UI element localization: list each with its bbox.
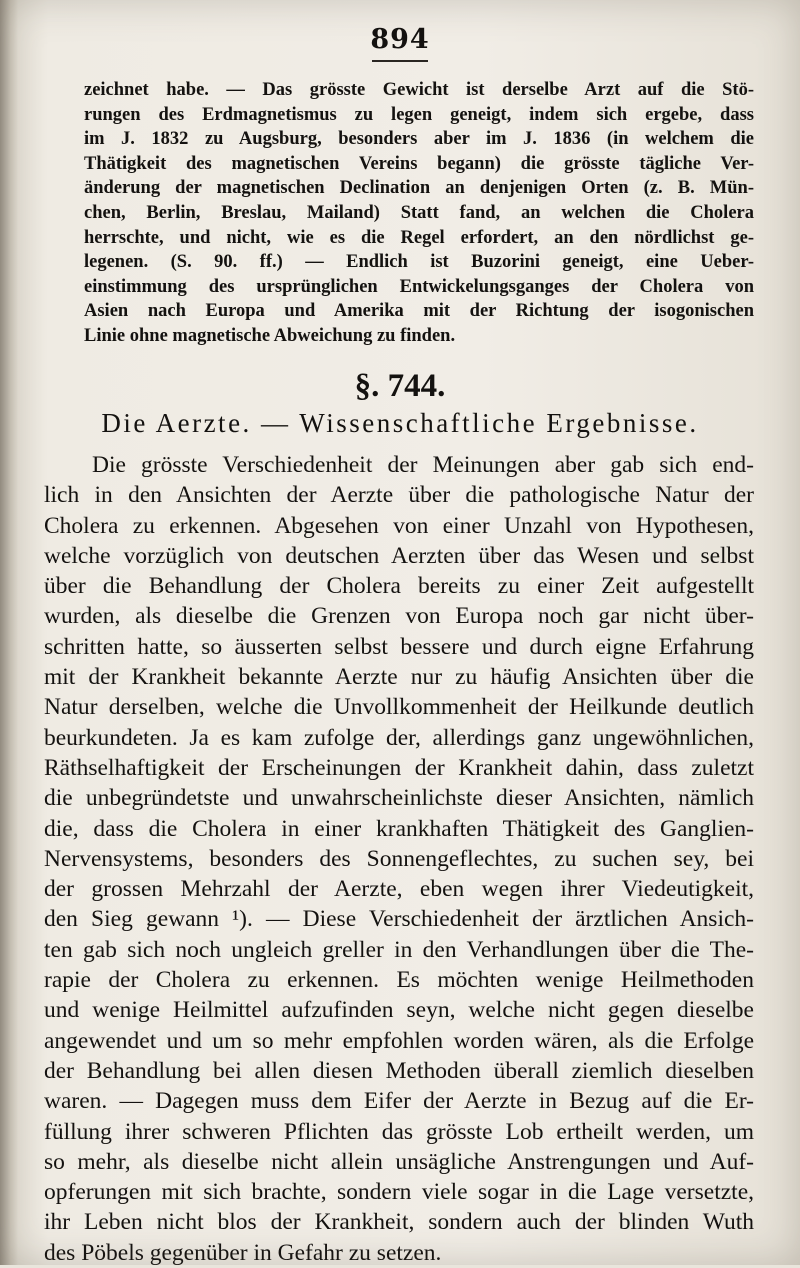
text-line: der grossen Mehrzahl der Aerzte, eben wegen ihrer Viedeutigkeit,: [44, 876, 754, 903]
text-line: legenen. (S. 90. ff.) — Endlich ist Buzorini geneigt, eine Ueber-: [84, 252, 754, 273]
text-line: Nervensystems, besonders des Sonnengeflechtes, zu suchen sey, bei: [44, 845, 754, 872]
text-line: Natur derselben, welche die Unvollkommenheit der Heilkunde deutlich: [44, 694, 754, 721]
text-line: Cholera zu erkennen. Abgesehen von einer Unzahl von Hypothesen,: [44, 512, 754, 539]
text-line: über die Behandlung der Cholera bereits zu einer Zeit aufgestellt: [44, 573, 754, 600]
text-line: Thätigkeit des magnetischen Vereins begann) die grösste tägliche Ver-: [84, 153, 754, 174]
page-number: 894: [370, 24, 430, 55]
text-line: ten gab sich noch ungleich greller in den Verhandlungen über die The-: [44, 936, 754, 963]
text-line: Räthselhaftigkeit der Erscheinungen der Krankheit dahin, dass zuletzt: [44, 754, 754, 781]
text-line: und wenige Heilmittel aufzufinden seyn, welche nicht gegen dieselbe: [44, 997, 754, 1024]
text-line: den Sieg gewann ¹). — Diese Verschiedenheit der ärztlichen Ansich-: [44, 906, 754, 933]
text-line: herrschte, und nicht, wie es die Regel erfordert, an den nördlichst ge-: [84, 227, 754, 248]
text-line: ihr Leben nicht blos der Krankheit, sondern auch der blinden Wuth: [44, 1209, 754, 1236]
text-line: angewendet und um so mehr empfohlen worden wären, als die Erfolge: [44, 1027, 754, 1054]
section-number: §. 744.: [354, 368, 446, 404]
text-line: chen, Berlin, Breslau, Mailand) Statt fand, an welchen die Cholera: [84, 202, 754, 223]
footnote-continuation: [84, 78, 754, 349]
text-line: Linie ohne magnetische Abweichung zu finden.: [84, 325, 456, 346]
text-line: rungen des Erdmagnetismus zu legen geneigt, indem sich ergebe, dass: [84, 104, 754, 125]
text-line: der Behandlung bei allen diesen Methoden überall ziemlich dieselben: [44, 1057, 754, 1084]
text-line: Die grösste Verschiedenheit der Meinungen aber gab sich end-: [92, 452, 754, 478]
text-line: des Pöbels gegenüber in Gefahr zu setzen.: [44, 1239, 442, 1266]
text-line: welche vorzüglich von deutschen Aerzten über das Wesen und selbst: [44, 542, 754, 569]
text-line: opferungen mit sich brachte, sondern viele sogar in die Lage versetzte,: [44, 1179, 754, 1206]
text-line: rapie der Cholera zu erkennen. Es möchten wenige Heilmethoden: [44, 967, 754, 994]
text-line: beurkundeten. Ja es kam zufolge der, allerdings ganz ungewöhnlichen,: [44, 724, 754, 751]
text-line: waren. — Dagegen muss dem Eifer der Aerzte in Bezug auf die Er-: [44, 1088, 754, 1115]
text-line: im J. 1832 zu Augsburg, besonders aber im J. 1836 (in welchem die: [84, 129, 754, 150]
text-line: wurden, als dieselbe die Grenzen von Europa noch gar nicht über-: [44, 603, 754, 630]
text-line: die unbegründetste und unwahrscheinlichste dieser Ansichten, nämlich: [44, 785, 754, 812]
main-paragraph: [44, 450, 754, 1268]
text-line: mit der Krankheit bekannte Aerzte nur zu häufig Ansichten über die: [44, 664, 754, 691]
section-heading: Die Aerzte. — Wissenschaftliche Ergebnisse.: [101, 408, 699, 438]
page-gutter-shadow: [0, 0, 18, 1265]
text-line: zeichnet habe. — Das grösste Gewicht ist derselbe Arzt auf die Stö-: [84, 80, 754, 100]
text-line: lich in den Ansichten der Aerzte über die pathologische Natur der: [44, 482, 754, 509]
text-line: die, dass die Cholera in einer krankhaften Thätigkeit des Ganglien-: [44, 815, 754, 842]
text-line: einstimmung des ursprünglichen Entwickelungsganges der Cholera von: [84, 276, 754, 297]
text-line: so mehr, als dieselbe nicht allein unsägliche Anstrengungen und Auf-: [44, 1148, 754, 1175]
page-number-rule: [372, 60, 428, 62]
text-line: füllung ihrer schweren Pflichten das grösste Lob ertheilt werden, um: [44, 1118, 754, 1145]
text-line: schritten hatte, so äusserten selbst bessere und durch eigne Erfahrung: [44, 633, 754, 660]
text-line: änderung der magnetischen Declination an denjenigen Orten (z. B. Mün-: [84, 178, 754, 199]
text-line: Asien nach Europa und Amerika mit der Richtung der isogonischen: [84, 301, 754, 322]
